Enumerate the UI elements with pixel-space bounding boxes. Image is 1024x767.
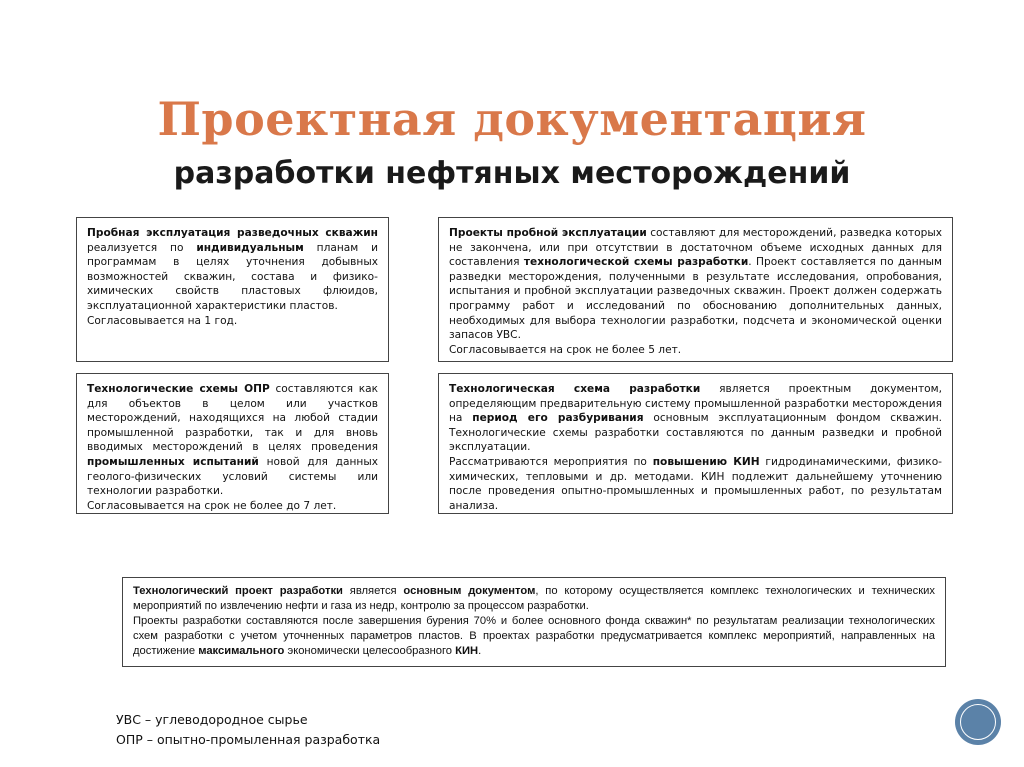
bold-term: промышленных испытаний [87,455,259,468]
text-span: , по которому осуществляется комплекс технологических и технических мероприятий по извлечению нефти и газа из недр, контролю за процессом разработки. [133,585,935,612]
bold-term: Проекты пробной эксплуатации [449,227,647,239]
text-span: Рассматриваются мероприятия по [449,455,653,468]
circle-nav-button-icon[interactable] [955,699,1001,745]
text-span: новой для данных геолого-физических условий системы или технологии разработки. [87,455,378,498]
footnote-uvs: УВС – углеводородное сырье [116,712,308,727]
paragraph [449,226,942,343]
text-span: является проектным документом, определяющим предварительную систему промышленной разработки месторождения на [449,383,942,425]
bold-term: Технологическая схема разработки [449,383,701,395]
text-span: составляют для месторождений, разведка которых не закончена, или при отсутствии в достаточном объеме исходных данных для составления [449,227,942,269]
text-span: . [478,645,482,657]
text-box-trial-operation [76,217,389,362]
bold-term: Технологический проект разработки [133,585,343,597]
text-span: Согласовывается на 1 год. [87,314,238,327]
paragraph [449,455,942,513]
bold-term: период его разбуривания [472,412,644,425]
paragraph [133,614,935,659]
paragraph [87,226,378,314]
bold-term: основным документом [403,585,536,597]
text-span: является [342,585,404,597]
paragraph [449,343,942,358]
bold-term: КИН [455,645,479,657]
text-span: основным эксплуатационным фондом скважин. Технологические схемы разработки составляются по данным разведки и пробной эксплуатации. [449,412,942,454]
paragraph [87,314,378,329]
text-span: планам и программам в целях уточнения добывных возможностей скважин, состава и физико-химических свойств пластовых флюидов, эксплуатационной характеристики пластов. [87,241,378,312]
text-span: реализуется по [87,241,197,254]
text-span: экономически целесообразного [284,645,456,657]
bold-term: индивидуальным [196,241,304,254]
text-box-tech-project [122,577,946,667]
slide-title: Проектная документация [157,92,867,146]
paragraph [449,382,942,455]
text-span: Согласовывается на срок не более 5 лет. [449,343,682,356]
paragraph [87,499,378,514]
bold-term: максимального [198,645,285,657]
bold-term: Технологические схемы ОПР [87,383,270,395]
bold-term: Пробная эксплуатация разведочных скважин [87,227,378,239]
text-span: гидродинамическими, физико-химических, тепловыми и др. методами. КИН подлежит дальнейшему уточнению после проведения опытно-промышленных и промышленных работ, по результатам анализа. [449,455,943,512]
bold-term: технологической схемы разработки [523,256,749,269]
paragraph [133,584,935,614]
text-span: составляются как для объектов в целом или участков месторождений, находящихся на любой стадии промышленной разработки, так и для вновь вводимых месторождений в целях проведения [87,383,378,454]
footnote-opr: ОПР – опытно-промыленная разработка [116,732,381,747]
text-box-tech-scheme [438,373,953,514]
paragraph [87,382,378,499]
text-span: . Проект составляется по данным разведки месторождения, полученными в результате исследования, опробования, испытания и пробной эксплуатации разведочных скважин. Проект должен содержать программу работ и исследований по обоснованию дополнительных данных, необходимых для выбора технологии разработки, подсчета и экономической оценки запасов УВС. [449,256,942,342]
bold-term: повышению КИН [652,455,760,468]
text-box-opr-schemes [76,373,389,514]
slide-subtitle: разработки нефтяных месторождений [173,156,851,191]
text-span: Согласовывается на срок не более до 7 лет. [87,499,337,512]
text-span: Проекты разработки составляются после завершения бурения 70% и более основного фонда скважин* по результатам реализации технологических схем разработки с учетом уточненных параметров пластов. В проектах разработки предусматривается комплекс мероприятий, направленных на достижение [133,615,935,657]
footnotes [116,710,380,750]
text-box-trial-projects [438,217,953,362]
